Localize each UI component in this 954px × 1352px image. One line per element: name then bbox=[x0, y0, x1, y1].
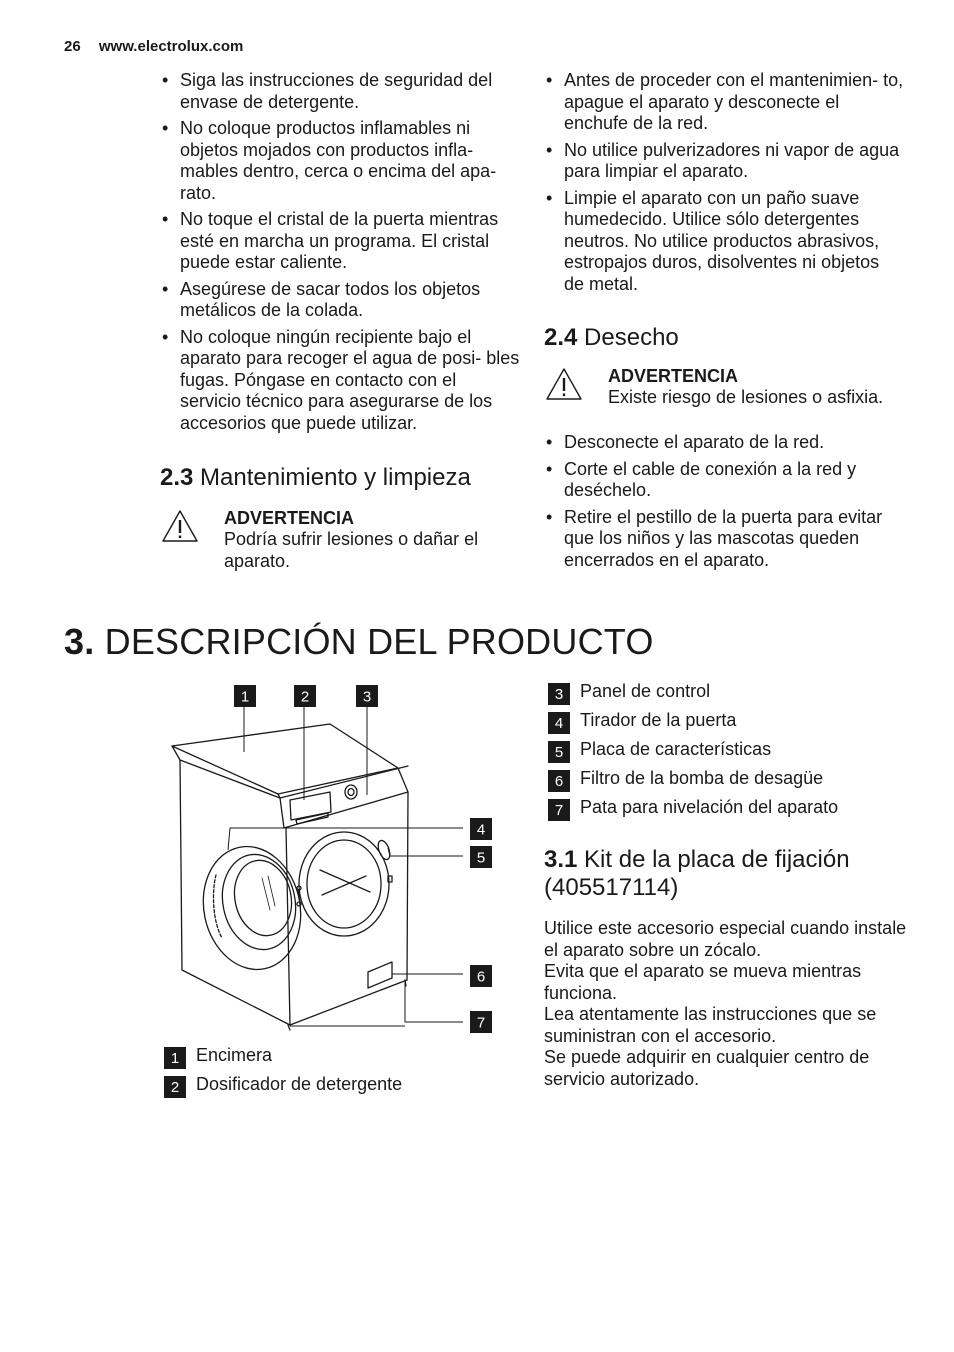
warning-title: ADVERTENCIA bbox=[608, 366, 739, 386]
top-panel-shape bbox=[172, 724, 398, 794]
warning-block bbox=[160, 508, 520, 572]
legend-right bbox=[548, 676, 838, 821]
washing-machine-diagram bbox=[160, 680, 505, 1035]
list-item: • Antes de proceder con el mantenimien- to, apague el aparato y desconecte el enchufe de la red. bbox=[544, 70, 904, 135]
legend-number: 1 bbox=[164, 1047, 186, 1069]
legend-number: 5 bbox=[548, 741, 570, 763]
list-item: • No coloque ningún recipiente bajo el aparato para recoger el agua de posi- bles fugas. Póngase en contacto con el servicio técnico para asegurarse de los accesorios que puede utilizar. bbox=[160, 327, 520, 435]
section-number: 3. bbox=[64, 621, 95, 662]
legend-item bbox=[548, 705, 838, 734]
pump-filter-cover-shape bbox=[368, 962, 392, 988]
list-item: • No utilice pulverizadores ni vapor de agua para limpiar el aparato. bbox=[544, 140, 904, 183]
section-number: 3.1 bbox=[544, 846, 578, 873]
porthole-outer bbox=[299, 832, 389, 936]
warning-text: Existe riesgo de lesiones o asfixia. bbox=[608, 387, 884, 407]
legend-number: 4 bbox=[548, 712, 570, 734]
legend-number: 2 bbox=[164, 1076, 186, 1098]
section-3-1-body bbox=[544, 918, 914, 1090]
paragraph: Evita que el aparato se mueva mientras funciona. bbox=[544, 961, 862, 1003]
callout-label: 3 bbox=[362, 688, 372, 706]
callout-label: 2 bbox=[300, 688, 310, 706]
legend-item bbox=[548, 676, 838, 705]
warning-block bbox=[544, 366, 904, 414]
warning-triangle-icon bbox=[544, 366, 584, 402]
list-item: • No toque el cristal de la puerta mientras esté en marcha un programa. El cristal puede estar caliente. bbox=[160, 209, 520, 274]
paragraph: Se puede adquirir en cualquier centro de servicio autorizado. bbox=[544, 1047, 870, 1089]
list-item: • Siga las instrucciones de seguridad del envase de detergente. bbox=[160, 70, 520, 113]
warning-text: Podría sufrir lesiones o dañar el aparato. bbox=[224, 529, 479, 571]
legend-label: Pata para nivelación del aparato bbox=[580, 796, 839, 817]
callout-label: 4 bbox=[476, 821, 486, 839]
legend-item bbox=[548, 763, 838, 792]
paragraph: Lea atentamente las instrucciones que se suministran con el accesorio. bbox=[544, 1004, 877, 1046]
legend-left bbox=[164, 1040, 402, 1098]
legend-label: Placa de características bbox=[580, 738, 772, 759]
legend-label: Encimera bbox=[196, 1044, 273, 1065]
section-title-line1: Kit de la placa de fijación bbox=[584, 846, 850, 873]
callout-label: 7 bbox=[476, 1014, 486, 1032]
section-title-line2: (405517114) bbox=[544, 874, 679, 901]
list-item: • Limpie el aparato con un paño suave humedecido. Utilice sólo detergentes neutros. No utilice productos abrasivos, estropajos duros, disolventes ni objetos de metal. bbox=[544, 188, 904, 296]
safety-bullet-list bbox=[160, 70, 520, 434]
list-item: • Retire el pestillo de la puerta para evitar que los niños y las mascotas queden encerrados en el aparato. bbox=[544, 507, 904, 572]
disposal-bullet-list bbox=[544, 432, 904, 571]
callout-label: 6 bbox=[476, 968, 486, 986]
legend-number: 3 bbox=[548, 683, 570, 705]
list-item: • No coloque productos inflamables ni objetos mojados con productos infla- mables dentro, cerca o encima del apa- rato. bbox=[160, 118, 520, 204]
list-item: • Corte el cable de conexión a la red y deséchelo. bbox=[544, 459, 904, 502]
warning-triangle-icon bbox=[160, 508, 200, 544]
legend-label: Tirador de la puerta bbox=[580, 709, 737, 730]
legend-item bbox=[164, 1069, 402, 1098]
section-3-heading bbox=[64, 620, 654, 664]
section-title: Desecho bbox=[584, 324, 679, 351]
legend-number: 7 bbox=[548, 799, 570, 821]
list-item: • Desconecte el aparato de la red. bbox=[544, 432, 904, 454]
legend-label: Panel de control bbox=[580, 680, 711, 701]
section-2-4-heading bbox=[544, 324, 904, 352]
legend-label: Filtro de la bomba de desagüe bbox=[580, 767, 824, 788]
warning-title: ADVERTENCIA bbox=[224, 508, 355, 528]
section-title: Mantenimiento y limpieza bbox=[200, 464, 471, 491]
list-item: • Asegúrese de sacar todos los objetos metálicos de la colada. bbox=[160, 279, 520, 322]
callout-label: 5 bbox=[476, 849, 486, 867]
washing-machine-illustration bbox=[160, 680, 505, 1035]
section-number: 2.4 bbox=[544, 324, 578, 351]
legend-item bbox=[548, 734, 838, 763]
open-door-outer bbox=[192, 837, 312, 978]
left-column bbox=[160, 70, 520, 572]
legend-label: Dosificador de detergente bbox=[196, 1073, 403, 1094]
site-url[interactable]: www.electrolux.com bbox=[98, 38, 244, 55]
legend-item bbox=[164, 1040, 402, 1069]
page-number: 26 bbox=[64, 38, 81, 55]
callout-label: 1 bbox=[240, 688, 250, 706]
legend-number: 6 bbox=[548, 770, 570, 792]
page-header bbox=[64, 38, 243, 55]
section-title: DESCRIPCIÓN DEL PRODUCTO bbox=[104, 621, 654, 662]
section-3-1-heading bbox=[544, 846, 914, 902]
right-column bbox=[544, 70, 904, 576]
section-number: 2.3 bbox=[160, 464, 194, 491]
control-knob-shape bbox=[345, 785, 357, 799]
paragraph: Utilice este accesorio especial cuando instale el aparato sobre un zócalo. bbox=[544, 918, 907, 960]
section-3-1 bbox=[544, 846, 914, 1090]
section-2-3-heading bbox=[160, 464, 520, 492]
maintenance-bullet-list bbox=[544, 70, 904, 295]
legend-item bbox=[548, 792, 838, 821]
